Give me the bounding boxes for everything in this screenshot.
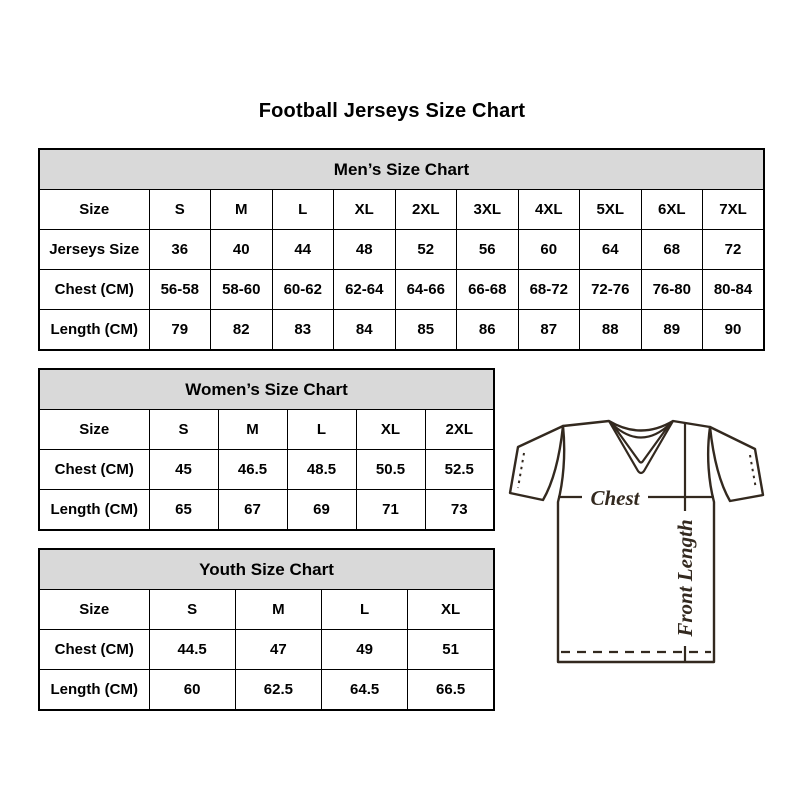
- table-cell: L: [322, 590, 408, 630]
- row-label: Jerseys Size: [39, 230, 149, 270]
- table-cell: 6XL: [641, 190, 703, 230]
- mens-table-title: Men’s Size Chart: [39, 149, 764, 190]
- jersey-measurement-diagram: [505, 410, 770, 670]
- youth-size-table: [38, 548, 495, 711]
- table-cell: 89: [641, 310, 703, 351]
- page-title: Football Jerseys Size Chart: [258, 100, 526, 122]
- table-cell: 5XL: [580, 190, 642, 230]
- front-length-label: Front Length: [673, 519, 697, 637]
- table-cell: 7XL: [703, 190, 765, 230]
- youth-size-chart: [38, 548, 495, 711]
- table-cell: 62-64: [334, 270, 396, 310]
- table-cell: 60: [149, 670, 235, 711]
- table-cell: XL: [408, 590, 494, 630]
- table-cell: 52: [395, 230, 457, 270]
- row-label: Size: [39, 190, 149, 230]
- table-row: [39, 410, 494, 450]
- row-label: Size: [39, 410, 149, 450]
- table-cell: 67: [218, 490, 287, 531]
- table-cell: 85: [395, 310, 457, 351]
- table-cell: M: [211, 190, 273, 230]
- table-cell: 84: [334, 310, 396, 351]
- table-cell: 45: [149, 450, 218, 490]
- table-cell: 56: [457, 230, 519, 270]
- table-cell: 60-62: [272, 270, 334, 310]
- table-cell: 50.5: [356, 450, 425, 490]
- table-cell: 88: [580, 310, 642, 351]
- table-cell: 47: [235, 630, 321, 670]
- table-cell: 71: [356, 490, 425, 531]
- table-cell: M: [218, 410, 287, 450]
- row-label: Size: [39, 590, 149, 630]
- right-sleeve: [710, 427, 763, 501]
- table-cell: 66.5: [408, 670, 494, 711]
- row-label: Chest (CM): [39, 270, 149, 310]
- table-cell: 58-60: [211, 270, 273, 310]
- table-cell: 2XL: [395, 190, 457, 230]
- table-cell: L: [287, 410, 356, 450]
- chest-label: Chest: [590, 486, 640, 510]
- table-cell: 69: [287, 490, 356, 531]
- table-cell: 68: [641, 230, 703, 270]
- table-cell: 48: [334, 230, 396, 270]
- table-row: [39, 450, 494, 490]
- table-cell: 52.5: [425, 450, 494, 490]
- table-cell: 4XL: [518, 190, 580, 230]
- table-cell: XL: [334, 190, 396, 230]
- table-cell: 68-72: [518, 270, 580, 310]
- row-label: Length (CM): [39, 490, 149, 531]
- row-label: Length (CM): [39, 310, 149, 351]
- table-row: [39, 490, 494, 531]
- table-cell: 2XL: [425, 410, 494, 450]
- table-cell: 86: [457, 310, 519, 351]
- table-cell: 62.5: [235, 670, 321, 711]
- table-cell: XL: [356, 410, 425, 450]
- table-cell: 64-66: [395, 270, 457, 310]
- mens-size-table: [38, 148, 765, 351]
- table-row: [39, 270, 764, 310]
- table-header-row: [39, 369, 494, 410]
- table-cell: 83: [272, 310, 334, 351]
- table-row: [39, 590, 494, 630]
- table-cell: 72: [703, 230, 765, 270]
- womens-size-chart: [38, 368, 495, 531]
- table-cell: 87: [518, 310, 580, 351]
- row-label: Chest (CM): [39, 630, 149, 670]
- table-cell: 49: [322, 630, 408, 670]
- table-cell: L: [272, 190, 334, 230]
- table-cell: 79: [149, 310, 211, 351]
- table-cell: S: [149, 190, 211, 230]
- table-cell: 73: [425, 490, 494, 531]
- mens-size-chart: [38, 148, 765, 351]
- table-cell: 65: [149, 490, 218, 531]
- row-label: Chest (CM): [39, 450, 149, 490]
- table-cell: 46.5: [218, 450, 287, 490]
- table-cell: 60: [518, 230, 580, 270]
- table-cell: 66-68: [457, 270, 519, 310]
- table-cell: 51: [408, 630, 494, 670]
- table-cell: 80-84: [703, 270, 765, 310]
- table-row: [39, 670, 494, 711]
- table-cell: S: [149, 410, 218, 450]
- womens-size-table: [38, 368, 495, 531]
- table-cell: 90: [703, 310, 765, 351]
- table-row: [39, 630, 494, 670]
- womens-table-title: Women’s Size Chart: [39, 369, 494, 410]
- table-cell: 3XL: [457, 190, 519, 230]
- table-cell: 56-58: [149, 270, 211, 310]
- table-row: [39, 230, 764, 270]
- table-cell: 72-76: [580, 270, 642, 310]
- table-header-row: [39, 549, 494, 590]
- table-cell: 44: [272, 230, 334, 270]
- table-row: [39, 190, 764, 230]
- table-cell: 36: [149, 230, 211, 270]
- left-sleeve: [510, 426, 563, 500]
- table-header-row: [39, 149, 764, 190]
- table-cell: 44.5: [149, 630, 235, 670]
- youth-table-title: Youth Size Chart: [39, 549, 494, 590]
- table-cell: M: [235, 590, 321, 630]
- table-cell: 64.5: [322, 670, 408, 711]
- table-cell: 48.5: [287, 450, 356, 490]
- row-label: Length (CM): [39, 670, 149, 711]
- table-cell: 40: [211, 230, 273, 270]
- table-cell: S: [149, 590, 235, 630]
- table-cell: 76-80: [641, 270, 703, 310]
- table-cell: 64: [580, 230, 642, 270]
- table-cell: 82: [211, 310, 273, 351]
- table-row: [39, 310, 764, 351]
